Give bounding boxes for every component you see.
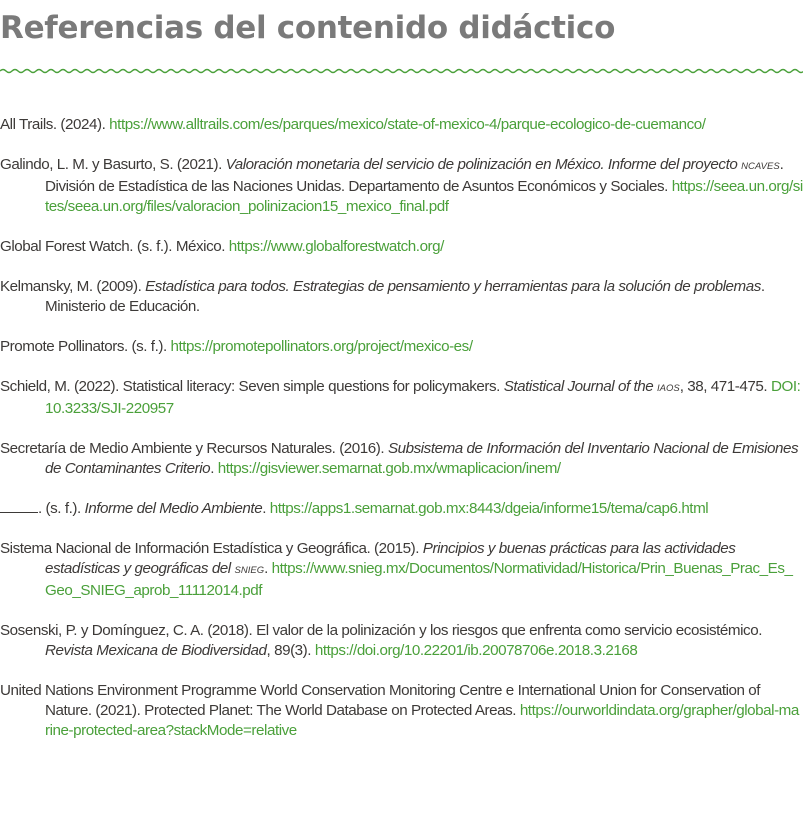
reference-title: Informe del Medio Ambiente (84, 500, 263, 517)
reference-author: United Nations Environment Programme World Conservation Monitoring Centre e International Union for Conservation of Nature. (2021). Protected Planet: The World Database on Protected Areas. (0, 682, 761, 719)
reference-acronym: NCAVES (741, 161, 780, 172)
same-author-dash (0, 499, 38, 513)
reference-item (0, 237, 803, 257)
reference-link[interactable]: https://doi.org/10.22201/ib.20078706e.2018.3.2168 (314, 642, 638, 659)
reference-link[interactable]: https://ourworldindata.org/grapher/global-marine-protected-area?stackMode=relative (45, 702, 799, 739)
reference-author: . (s. f.). (38, 500, 85, 517)
reference-author: Galindo, L. M. y Basurto, S. (2021). (0, 156, 226, 173)
reference-author: Promote Pollinators. (s. f.). (0, 338, 171, 355)
wavy-divider (0, 66, 803, 76)
reference-item (0, 499, 803, 519)
reference-item (0, 681, 803, 741)
reference-link[interactable]: https://promotepollinators.org/project/mexico-es/ (170, 338, 473, 355)
reference-item (0, 337, 803, 357)
reference-item (0, 377, 803, 419)
reference-link[interactable]: https://gisviewer.semarnat.gob.mx/wmaplicacion/inem/ (217, 460, 561, 477)
reference-item (0, 155, 803, 217)
reference-title: Revista Mexicana de Biodiversidad (45, 642, 267, 659)
reference-link[interactable]: https://www.globalforestwatch.org/ (228, 238, 444, 255)
reference-author: Schield, M. (2022). Statistical literacy: Seven simple questions for policymakers. (0, 378, 504, 395)
reference-acronym: IAOS (657, 383, 680, 394)
reference-author: Kelmansky, M. (2009). (0, 278, 146, 295)
reference-item (0, 115, 803, 135)
reference-title: Estadística para todos. Estrategias de pensamiento y herramientas para la solución de problemas (145, 278, 761, 295)
reference-title: Statistical Journal of the (503, 378, 658, 395)
reference-title: Principios y buenas prácticas para las actividades estadísticas y geográficas del (45, 540, 736, 577)
reference-publisher: . (264, 560, 272, 577)
reference-link[interactable]: https://seea.un.org/sites/seea.un.org/files/valoracion_polinizacion15_mexico_final.pdf (45, 178, 803, 215)
reference-item (0, 539, 803, 601)
reference-title: Subsistema de Información del Inventario Nacional de Emisiones de Contaminantes Criterio (45, 440, 799, 477)
reference-item (0, 277, 803, 317)
reference-link[interactable]: https://www.alltrails.com/es/parques/mexico/state-of-mexico-4/parque-ecologico-de-cuemanco/ (109, 116, 706, 133)
reference-publisher: , 38, 471-475. (679, 378, 771, 395)
reference-publisher: , 89(3). (266, 642, 315, 659)
reference-author: Sistema Nacional de Información Estadística y Geográfica. (2015). (0, 540, 423, 557)
reference-author: Secretaría de Medio Ambiente y Recursos Naturales. (2016). (0, 440, 388, 457)
reference-link[interactable]: DOI: 10.3233/SJI-220957 (45, 378, 801, 417)
reference-publisher: . (210, 460, 218, 477)
reference-author: All Trails. (2024). (0, 116, 110, 133)
reference-item (0, 621, 803, 661)
reference-item (0, 439, 803, 479)
reference-publisher: . (262, 500, 270, 517)
page-title: Referencias del contenido didáctico (0, 10, 616, 46)
reference-publisher: . Ministerio de Educación. (45, 278, 765, 315)
reference-list (0, 115, 803, 761)
reference-link[interactable]: https://apps1.semarnat.gob.mx:8443/dgeia/informe15/tema/cap6.html (269, 500, 709, 517)
reference-acronym: SNIEG (234, 565, 265, 576)
reference-link[interactable]: https://www.snieg.mx/Documentos/Normatividad/Historica/Prin_Buenas_Prac_Es_Geo_SNIEG_aprob_11112014.pdf (45, 560, 793, 599)
reference-author: Sosenski, P. y Domínguez, C. A. (2018). El valor de la polinización y los riesgos que enfrenta como servicio ecosistémico. (0, 622, 762, 639)
reference-publisher: . División de Estadística de las Naciones Unidas. Departamento de Asuntos Económicos y Sociales. (45, 156, 784, 195)
reference-author: Global Forest Watch. (s. f.). México. (0, 238, 229, 255)
reference-title: Valoración monetaria del servicio de polinización en México. Informe del proyecto (225, 156, 742, 173)
